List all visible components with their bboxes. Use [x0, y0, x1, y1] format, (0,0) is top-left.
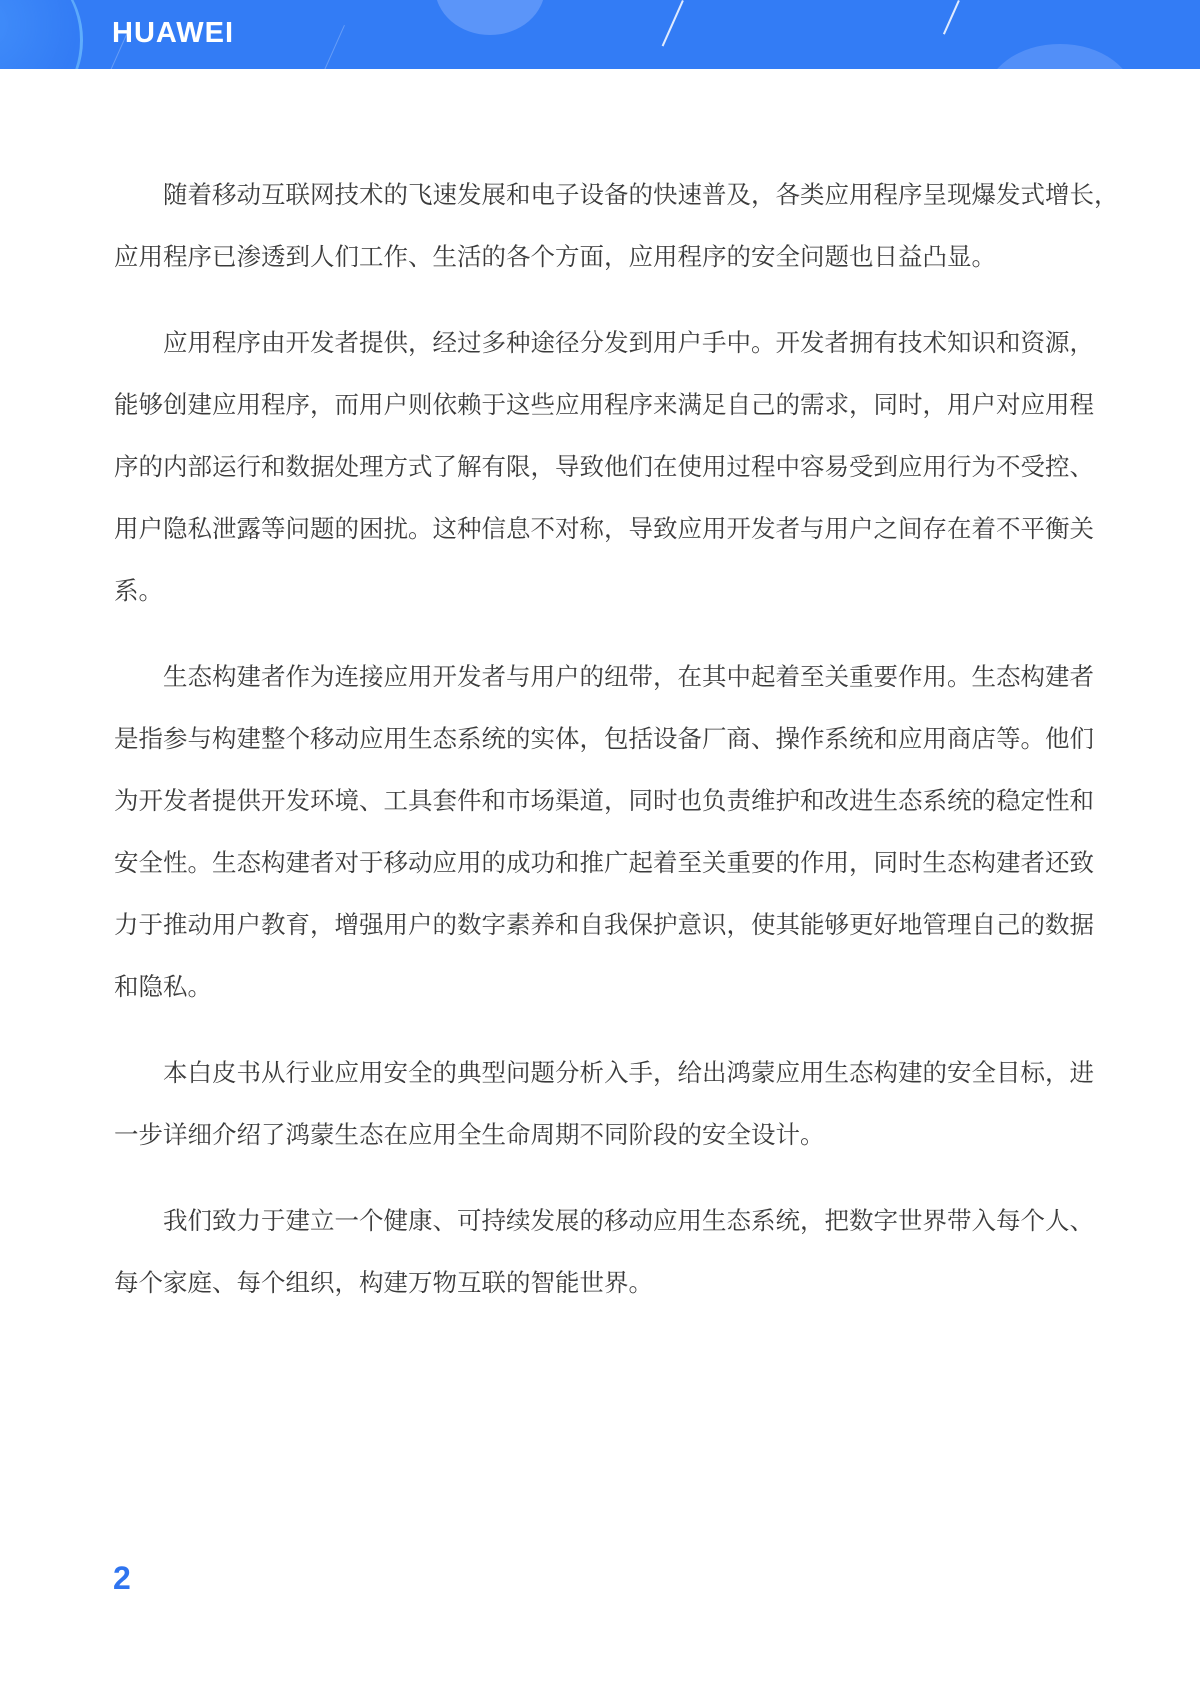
- decorative-line: [662, 0, 684, 46]
- text-line: 每个家庭、每个组织，构建万物互联的智能世界。: [114, 1268, 653, 1297]
- huawei-logo: HUAWEI: [112, 17, 234, 49]
- text-line: 用户隐私泄露等问题的困扰。这种信息不对称，导致应用开发者与用户之间存在着不平衡关: [114, 514, 1094, 543]
- text-line: 随着移动互联网技术的飞速发展和电子设备的快速普及，各类应用程序呈现爆发式增长，: [163, 180, 1119, 209]
- decorative-circle: [435, 0, 545, 35]
- page-number: 2: [113, 1560, 131, 1596]
- decorative-line: [943, 0, 960, 35]
- text-line: 为开发者提供开发环境、工具套件和市场渠道，同时也负责维护和改进生态系统的稳定性和: [114, 786, 1094, 815]
- paragraph: [114, 1190, 1094, 1314]
- text-line: 能够创建应用程序，而用户则依赖于这些应用程序来满足自己的需求，同时，用户对应用程: [114, 390, 1094, 419]
- text-line: 系。: [114, 576, 163, 605]
- body-text: [114, 164, 1119, 1338]
- text-line: 应用程序由开发者提供，经过多种途径分发到用户手中。开发者拥有技术知识和资源，: [163, 328, 1094, 357]
- paragraph: [114, 312, 1094, 622]
- paragraph: [114, 1042, 1094, 1166]
- paragraph: [114, 646, 1094, 1018]
- text-line: 本白皮书从行业应用安全的典型问题分析入手，给出鸿蒙应用生态构建的安全目标，进: [163, 1058, 1094, 1087]
- decorative-line: [324, 25, 345, 69]
- page-header-banner: [0, 0, 1200, 69]
- text-line: 序的内部运行和数据处理方式了解有限，导致他们在使用过程中容易受到应用行为不受控、: [114, 452, 1094, 481]
- decorative-arc: [0, 0, 83, 69]
- text-line: 是指参与构建整个移动应用生态系统的实体，包括设备厂商、操作系统和应用商店等。他们: [114, 724, 1094, 753]
- text-line: 一步详细介绍了鸿蒙生态在应用全生命周期不同阶段的安全设计。: [114, 1120, 825, 1149]
- text-line: 和隐私。: [114, 972, 212, 1001]
- text-line: 安全性。生态构建者对于移动应用的成功和推广起着至关重要的作用，同时生态构建者还致: [114, 848, 1094, 877]
- text-line: 力于推动用户教育，增强用户的数字素养和自我保护意识，使其能够更好地管理自己的数据: [114, 910, 1094, 939]
- text-line: 应用程序已渗透到人们工作、生活的各个方面，应用程序的安全问题也日益凸显。: [114, 242, 996, 271]
- paragraph: [114, 164, 1119, 288]
- text-line: 我们致力于建立一个健康、可持续发展的移动应用生态系统，把数字世界带入每个人、: [163, 1206, 1094, 1235]
- decorative-circle: [985, 44, 1135, 69]
- text-line: 生态构建者作为连接应用开发者与用户的纽带，在其中起着至关重要作用。生态构建者: [163, 662, 1094, 691]
